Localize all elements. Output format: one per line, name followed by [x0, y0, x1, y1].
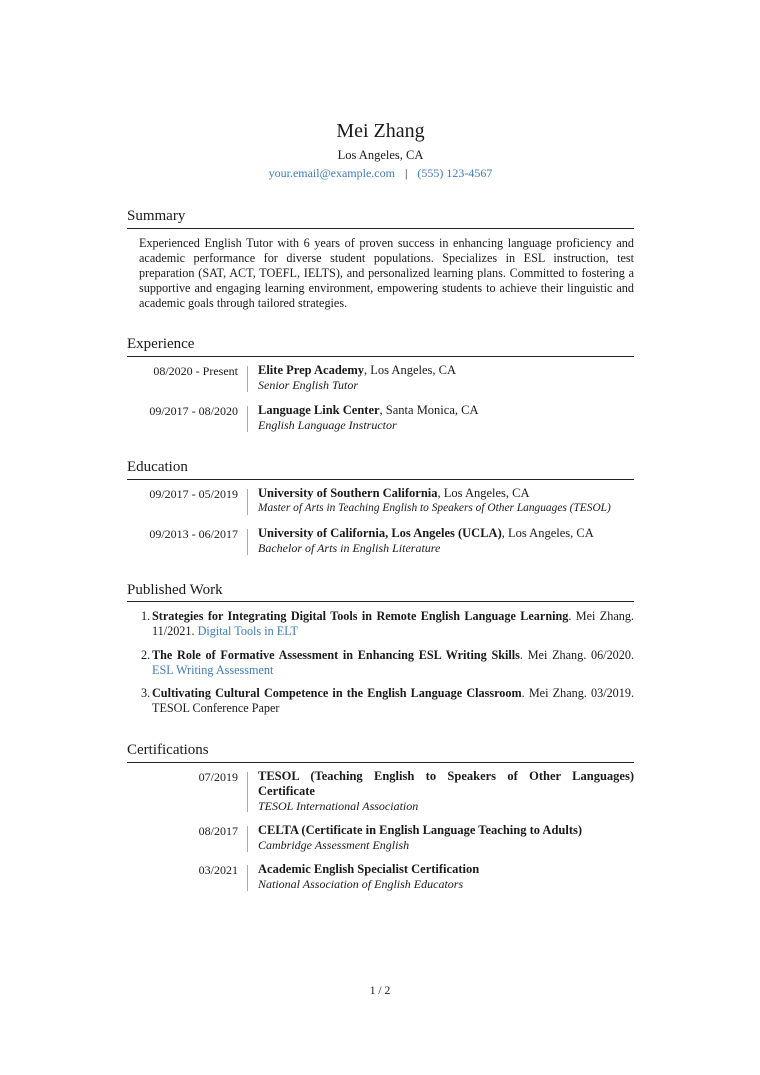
email-link[interactable]: your.email@example.com: [268, 166, 395, 180]
employer-name: Language Link Center: [258, 403, 380, 417]
publication-venue-link[interactable]: ESL Writing Assessment: [152, 663, 274, 677]
section-divider: [127, 762, 634, 763]
section-divider: [127, 228, 634, 229]
contact-separator: |: [404, 166, 408, 180]
publication-venue-link[interactable]: Digital Tools in ELT: [197, 624, 298, 638]
employer-location: , Los Angeles, CA: [364, 363, 457, 377]
entry-divider: [247, 366, 248, 392]
candidate-location: Los Angeles, CA: [337, 148, 424, 162]
institution-name: University of California, Los Angeles (UCLA): [258, 526, 502, 540]
certification-issuer: TESOL International Association: [258, 799, 419, 813]
institution-location: , Los Angeles, CA: [437, 486, 530, 500]
entry-divider: [247, 865, 248, 891]
publication-meta: . Mei Zhang. 03/2019.: [521, 686, 635, 700]
publication-number: 3.: [141, 686, 151, 700]
section-title-certifications: Certifications: [127, 742, 209, 758]
entry-body: [258, 486, 634, 516]
entry-date: 08/2017: [198, 824, 238, 838]
job-title: English Language Instructor: [258, 418, 397, 432]
entry-date: 08/2020 - Present: [153, 364, 238, 378]
entry-divider: [247, 489, 248, 515]
section-title-education: Education: [127, 459, 188, 475]
candidate-name: Mei Zhang: [336, 120, 425, 142]
publication-meta: . Mei Zhang. 06/2020.: [519, 648, 634, 662]
publication-number: 2.: [141, 648, 151, 662]
section-divider: [127, 601, 634, 602]
entry-divider: [247, 826, 248, 852]
institution-name: University of Southern California: [258, 486, 438, 500]
entry-date: 09/2013 - 06/2017: [149, 527, 238, 541]
degree-title: Bachelor of Arts in English Literature: [258, 541, 441, 555]
certification-issuer: Cambridge Assessment English: [258, 838, 410, 852]
entry-body: [258, 823, 634, 853]
section-title-experience: Experience: [127, 336, 195, 352]
entry-date: 09/2017 - 08/2020: [149, 404, 238, 418]
publication-meta: . Mei Zhang. 11/2021.: [152, 609, 634, 638]
employer-name: Elite Prep Academy: [258, 363, 364, 377]
certification-name: TESOL (Teaching English to Speakers of Other Languages) Certificate: [258, 769, 634, 798]
entry-divider: [247, 529, 248, 555]
job-title: Senior English Tutor: [258, 378, 359, 392]
entry-divider: [247, 406, 248, 432]
section-title-published-work: Published Work: [127, 582, 223, 598]
section-divider: [127, 356, 634, 357]
page-indicator: 1 / 2: [369, 985, 391, 997]
section-divider: [127, 479, 634, 480]
institution-location: , Los Angeles, CA: [501, 526, 594, 540]
certification-name: Academic English Specialist Certification: [258, 862, 480, 876]
entry-body: [258, 862, 634, 892]
publication-title: Cultivating Cultural Competence in the English Language Classroom: [152, 686, 522, 700]
certification-name: CELTA (Certificate in English Language Teaching to Adults): [258, 823, 583, 837]
entry-body: [258, 769, 634, 814]
certification-issuer: National Association of English Educators: [258, 877, 464, 891]
publication-title: Strategies for Integrating Digital Tools in Remote English Language Learning: [152, 609, 569, 623]
contact-line: [127, 166, 634, 181]
entry-divider: [247, 772, 248, 812]
summary-text: Experienced English Tutor with 6 years of proven success in enhancing language proficiency and academic performance for diverse student populations. Specializes in ESL instruction, test preparation (SAT, ACT, TOEFL, IELTS), and personalized learning plans. Committed to fostering a supportive and engaging learning environment, empowering students to achieve their linguistic and academic goals through tailored strategies.: [139, 236, 634, 310]
entry-date: 07/2019: [198, 770, 238, 784]
entry-date: 09/2017 - 05/2019: [149, 487, 238, 501]
entry-body: [258, 363, 634, 393]
employer-location: , Santa Monica, CA: [379, 403, 479, 417]
publication-venue: TESOL Conference Paper: [152, 701, 280, 715]
section-title-summary: Summary: [127, 208, 186, 224]
phone-link[interactable]: (555) 123-4567: [417, 166, 493, 180]
entry-date: 03/2021: [198, 863, 238, 877]
degree-title: Master of Arts in Teaching English to Speakers of Other Languages (TESOL): [258, 502, 611, 514]
entry-body: [258, 526, 634, 556]
entry-body: [258, 403, 634, 433]
publication-title: The Role of Formative Assessment in Enhancing ESL Writing Skills: [152, 648, 520, 662]
publication-number: 1.: [141, 609, 151, 623]
